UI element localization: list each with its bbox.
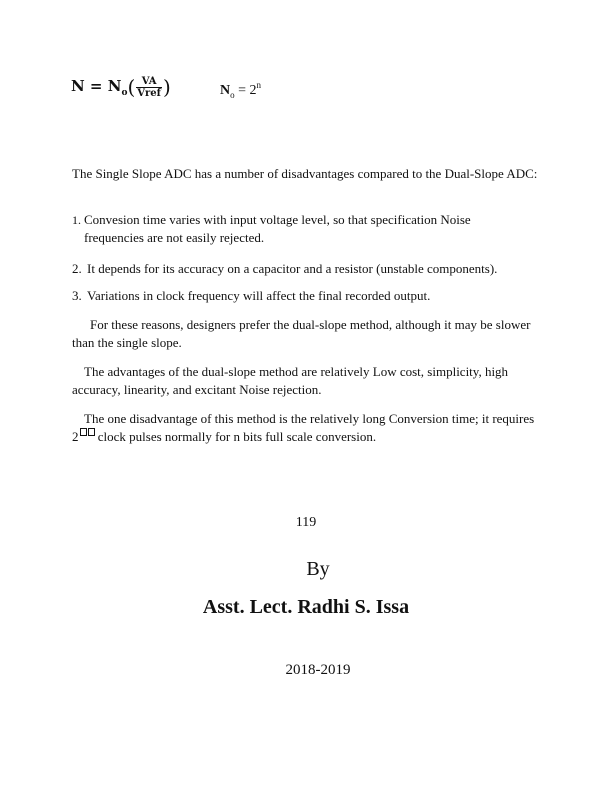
formula-subscript: o: [121, 88, 128, 98]
missing-glyph-box: [88, 428, 95, 436]
list-item-number: 1.: [72, 213, 81, 227]
intro-paragraph: The Single Slope ADC has a number of disadvantages compared to the Dual-Slope ADC:: [72, 166, 538, 181]
list-item-number: 2.: [72, 261, 82, 276]
left-paren: (: [127, 75, 136, 99]
formula-n-equals: [71, 75, 171, 99]
fraction-numerator: VA: [136, 76, 162, 88]
page-number: 119: [295, 515, 317, 530]
academic-years: 2018-2019: [285, 662, 351, 678]
author-name: Asst. Lect. Radhi S. Issa: [202, 596, 410, 618]
fraction-denominator: Vref: [137, 87, 161, 99]
by-label: By: [306, 558, 330, 580]
disadvantage-text-a: The one disadvantage of this method is the relatively long Conversion time; it requires 2: [72, 411, 535, 444]
right-paren: ): [162, 75, 171, 99]
missing-glyph-box: [80, 428, 87, 436]
list-item: [72, 287, 542, 305]
formula2-rhs: = 2: [234, 83, 257, 98]
list-item: [72, 260, 542, 278]
formula-lhs: N = N: [71, 77, 122, 95]
formula2-superscript: n: [256, 80, 262, 90]
disadvantage-paragraph: [72, 410, 542, 446]
formula2-subscript: o: [230, 90, 235, 100]
list-item-text: Convesion time varies with input voltage level, so that specification Noise frequencies are not easily rejected.: [84, 212, 471, 245]
formula2-lhs: N: [220, 83, 231, 98]
fraction: [136, 76, 162, 99]
advantages-paragraph: The advantages of the dual-slope method are relatively Low cost, simplicity, high accuracy, linearity, and excitant Noise rejection.: [72, 364, 509, 397]
list-item-text: It depends for its accuracy on a capacitor and a resistor (unstable components).: [87, 261, 498, 276]
reasons-paragraph: For these reasons, designers prefer the dual-slope method, although it may be slower than the single slope.: [72, 317, 531, 350]
disadvantage-text-b: clock pulses normally for n bits full scale conversion.: [94, 429, 377, 444]
list-item-number: 3.: [72, 288, 82, 303]
formula-no-equals: [220, 80, 261, 100]
list-item-text: Variations in clock frequency will affect the final recorded output.: [87, 288, 431, 303]
list-item: [72, 211, 532, 247]
